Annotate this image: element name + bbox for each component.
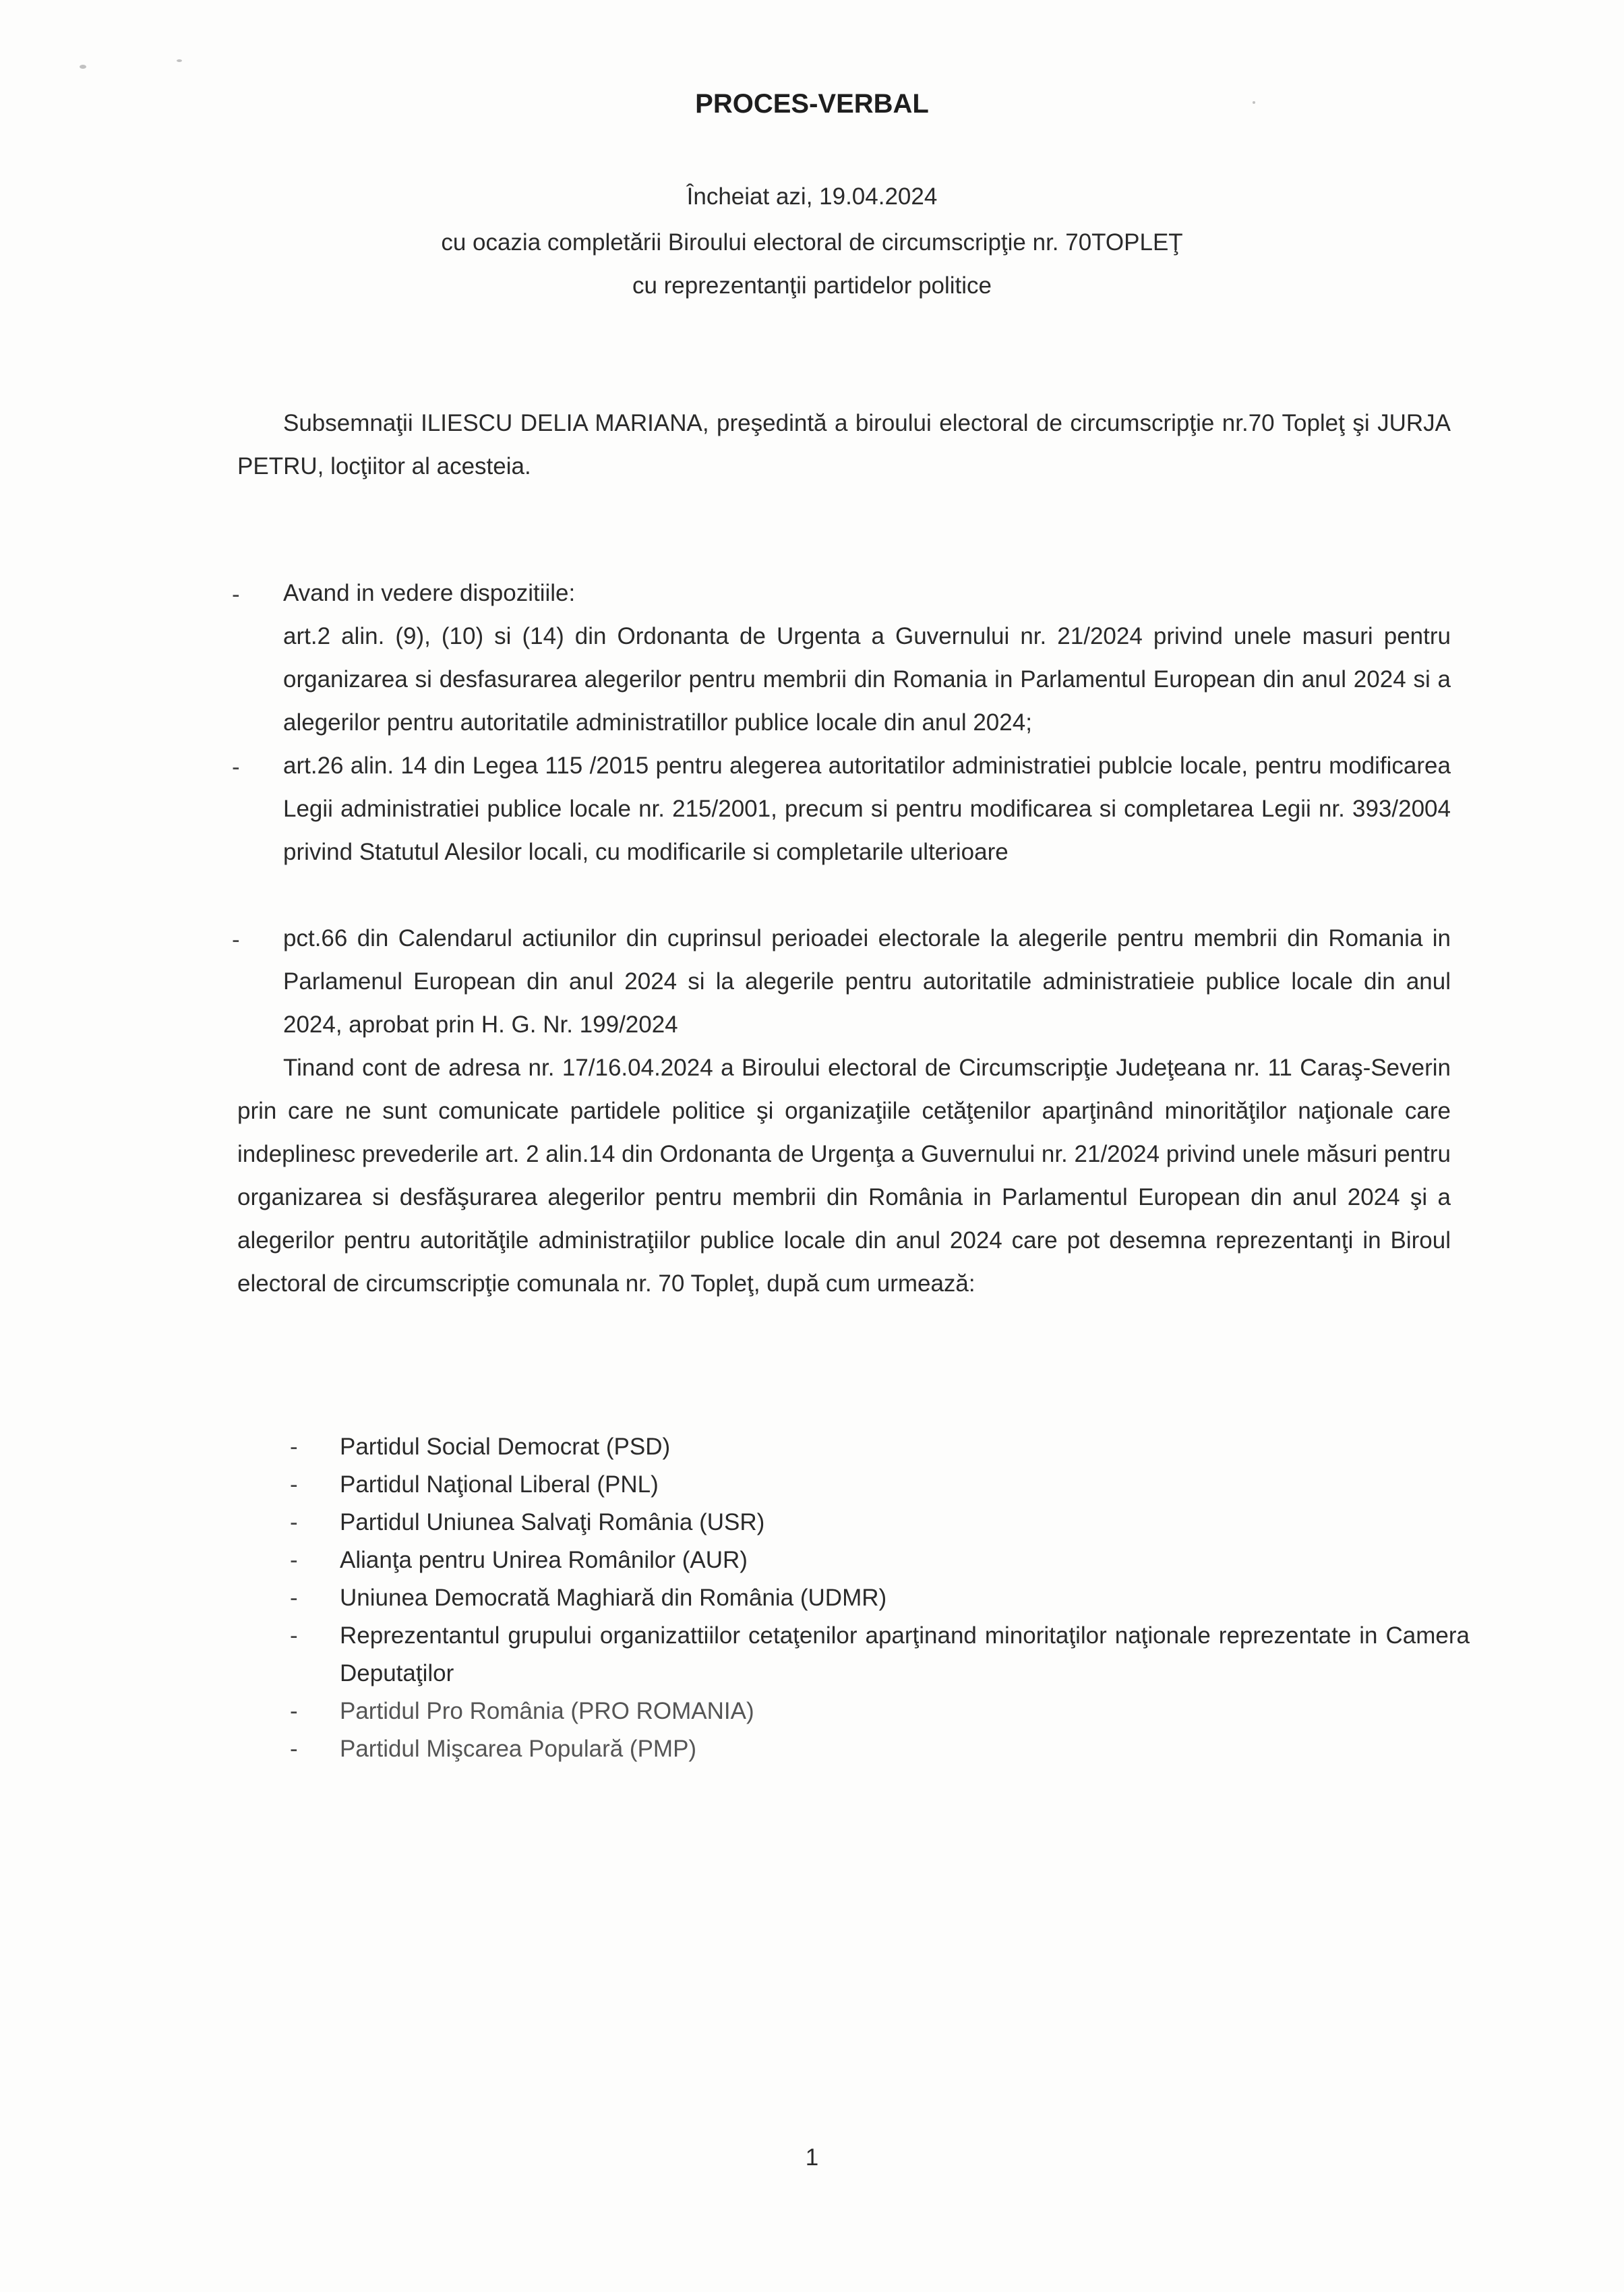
disposition-item-2: art.26 alin. 14 din Legea 115 /2015 pentru alegerea autoritatilor administratiei publcie locale, pentru modificarea Legii administratiei publice locale nr. 215/2001, precum si pentru modificarea si completarea Legii nr. 393/2004 privind Statutul Alesilor locali, cu modificarile si completarile ulterioare: [283, 753, 1451, 865]
party-item: [290, 1617, 1470, 1693]
scan-speck: [177, 59, 182, 62]
list-dash: -: [290, 1434, 298, 1460]
party-item: [290, 1579, 1470, 1617]
list-dash: -: [290, 1509, 298, 1535]
list-dash: -: [290, 1585, 298, 1611]
disposition-dash: -: [232, 581, 240, 608]
scan-speck: [80, 65, 86, 69]
party-item: [290, 1541, 1470, 1579]
party-name: Reprezentantul grupului organizattiilor cetaţenilor aparţinand minoritaţilor naţionale reprezentate in Camera Deputaţilor: [340, 1622, 1470, 1686]
disposition-item-3: pct.66 din Calendarul actiunilor din cuprinsul perioadei electorale la alegerile pentru membrii din Romania in Parlamenul European din anul 2024 si la alegerile pentru autoritatile administratieie publice locale din anul 2024, aprobat prin H. G. Nr. 199/2024: [283, 925, 1451, 1038]
subtitle-date: Încheiat azi, 19.04.2024: [686, 183, 938, 210]
intro-paragraph: [237, 402, 1451, 488]
list-dash: -: [290, 1698, 298, 1724]
list-dash: -: [290, 1622, 298, 1649]
document-title: PROCES-VERBAL: [695, 89, 929, 119]
list-dash: -: [290, 1547, 298, 1573]
party-item: [290, 1693, 1470, 1730]
subtitle-representatives: cu reprezentanţii partidelor politice: [632, 272, 992, 299]
party-name: Partidul Pro România (PRO ROMANIA): [340, 1698, 754, 1724]
tinand-text: Tinand cont de adresa nr. 17/16.04.2024 a Biroului electoral de Circumscripţie Judeţeana nr. 11 Caraş-Severin prin care ne sunt comunicate partidele politice şi organizaţiile cetăţenilor aparţinând minorităţilor naţionale care indeplinesc prevederile art. 2 alin.14 din Ordonanta de Urgenţa a Guvernului nr. 21/2024 privind unele măsuri pentru organizarea si desfăşurarea alegerilor pentru membrii din România in Parlamentul European din anul 2024 şi a alegerilor pentru autorităţile administraţiilor publice locale din anul 2024 care pot desemna reprezentanţi in Biroul electoral de circumscripţie comunala nr. 70 Topleţ, după cum urmează:: [237, 1055, 1451, 1297]
list-dash: -: [290, 1471, 298, 1498]
party-list: [290, 1428, 1470, 1768]
disposition-dash: -: [232, 927, 240, 953]
tinand-paragraph: [237, 1047, 1451, 1305]
disposition-dash: -: [232, 754, 240, 780]
party-item: [290, 1504, 1470, 1541]
party-item: [290, 1466, 1470, 1504]
party-item: [290, 1428, 1470, 1466]
party-item: [290, 1730, 1470, 1768]
party-name: Partidul Uniunea Salvaţi România (USR): [340, 1509, 765, 1535]
party-name: Partidul Mişcarea Populară (PMP): [340, 1736, 697, 1762]
party-name: Uniunea Democrată Maghiară din România (UDMR): [340, 1585, 887, 1611]
party-name: Partidul Naţional Liberal (PNL): [340, 1471, 659, 1498]
party-name: Partidul Social Democrat (PSD): [340, 1434, 671, 1460]
disposition-item-1: art.2 alin. (9), (10) si (14) din Ordonanta de Urgenta a Guvernului nr. 21/2024 privind unele masuri pentru organizarea si desfasurarea alegerilor pentru membrii din Romania in Parlamentul European din anul 2024 si a alegerilor pentru autoritatile administratillor publice locale din anul 2024;: [283, 623, 1451, 736]
party-name: Alianţa pentru Unirea Românilor (AUR): [340, 1547, 748, 1573]
avand-heading: Avand in vedere dispozitiile:: [283, 580, 576, 606]
intro-text: Subsemnaţii ILIESCU DELIA MARIANA, preşedintă a biroului electoral de circumscripţie nr.70 Topleţ şi JURJA PETRU, locţiitor al acesteia.: [237, 410, 1451, 479]
page-number: 1: [805, 2144, 819, 2171]
list-dash: -: [290, 1736, 298, 1762]
subtitle-purpose: cu ocazia completării Biroului electoral de circumscripţie nr. 70TOPLEŢ: [441, 229, 1183, 256]
